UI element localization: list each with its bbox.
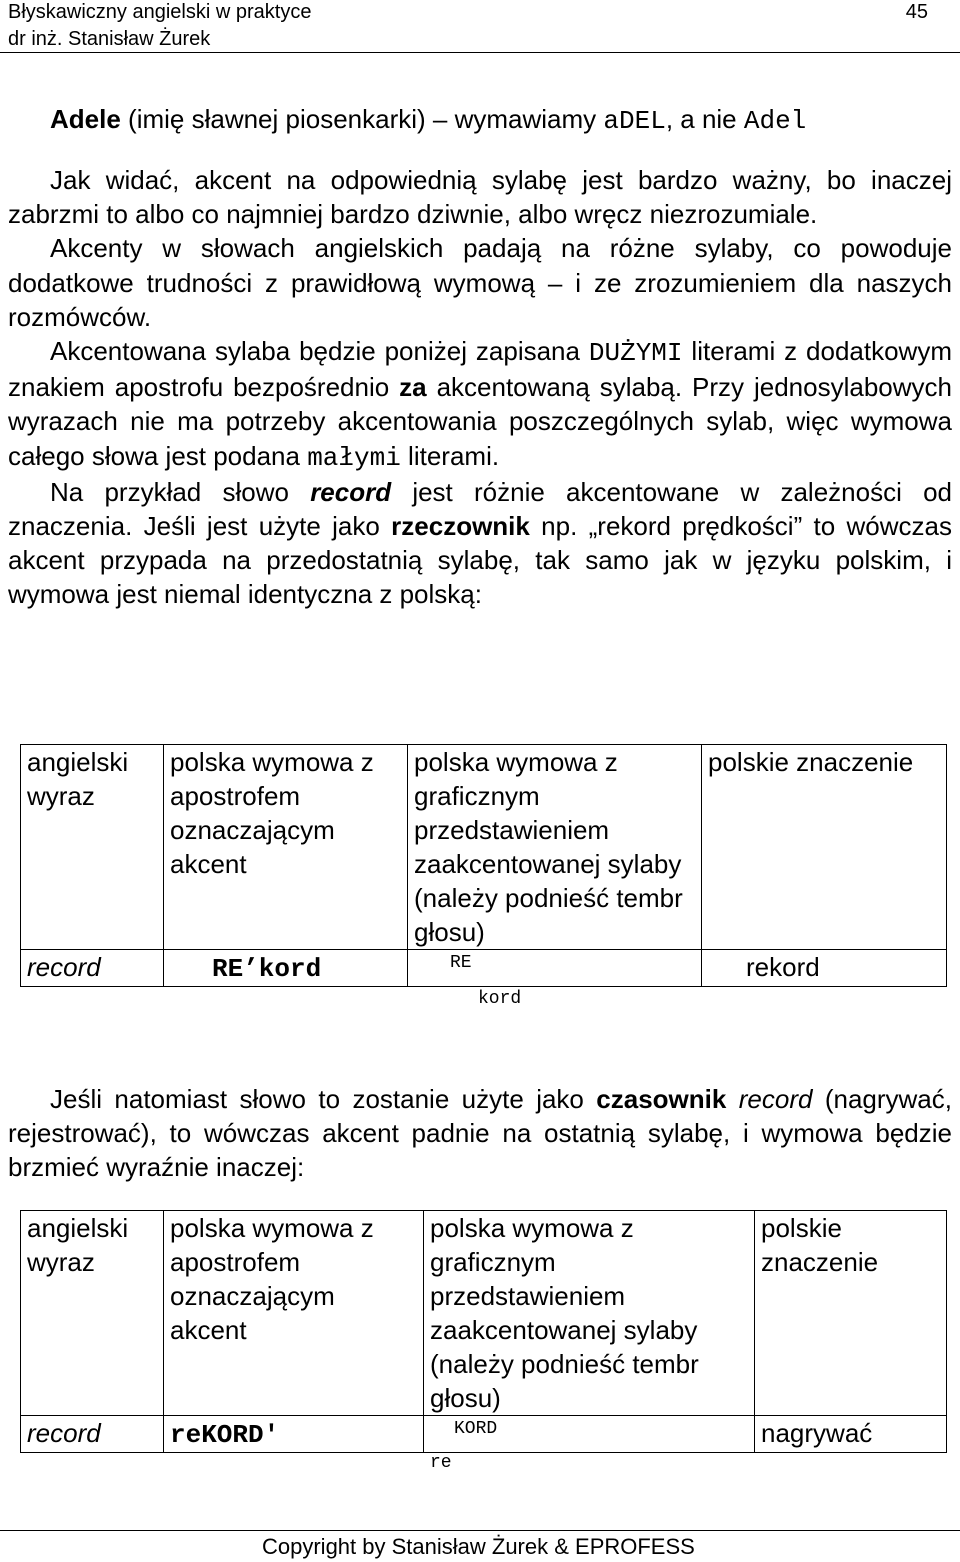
stressed-syllable: RE xyxy=(450,953,472,973)
intro-correct: aDEL xyxy=(603,106,666,136)
header-cell: angielski wyraz xyxy=(21,1211,164,1416)
stressed-syllable: KORD xyxy=(454,1419,498,1439)
p5-word: record xyxy=(738,1084,813,1114)
header-cell: angielski wyraz xyxy=(21,745,164,950)
table-row xyxy=(21,950,947,987)
p4-text-b: jest różnie akcentowane w zależności od znaczenia. Jeśli jest użyte jako xyxy=(8,476,952,542)
p4-text-c: np. „rekord prędkości” to wówczas akcent przypada na przedostatnią sylabę, tak samo jak w języku polskim, i wymowa jest niemal identyczna z polską: xyxy=(8,511,952,610)
paragraph-4 xyxy=(8,475,952,612)
p3-text-c: akcentowaną sylabą. Przy jednosylabowych wyrazach nie ma potrzeby akcentowania poszczególnych sylab, więc wymowa całego słowa jest podana xyxy=(8,372,952,471)
header-cell: polska wymowa z graficznym przedstawieniem zaakcentowanej sylaby (należy podnieść tembr głosu) xyxy=(424,1211,755,1416)
footer-copyright: Copyright by Stanisław Żurek & EPROFESS xyxy=(262,1534,695,1559)
paragraph-5 xyxy=(8,1082,952,1185)
p3-bold: za xyxy=(399,372,427,403)
word-cell: record xyxy=(27,952,101,982)
intro-line xyxy=(8,102,952,138)
word-cell: record xyxy=(27,1418,101,1448)
intro-wrong: Adel xyxy=(743,106,807,136)
paragraph-3 xyxy=(8,334,952,475)
footer-divider xyxy=(0,1530,960,1531)
book-title: Błyskawiczny angielski w praktyce xyxy=(8,1,312,23)
p3-text-b: literami z dodatkowym znakiem apostrofu bezpośrednio xyxy=(8,336,952,403)
header-cell: polskie znaczenie xyxy=(702,745,947,950)
unstressed-syllable: kord xyxy=(478,989,522,1009)
header-cell: polskie znaczenie xyxy=(755,1211,947,1416)
header-cell: polska wymowa z apostrofem oznaczającym akcent xyxy=(164,1211,424,1416)
p4-bold: rzeczownik xyxy=(391,511,530,542)
author: dr inż. Stanisław Żurek xyxy=(8,28,211,50)
header-cell: polska wymowa z graficznym przedstawieniem zaakcentowanej sylaby (należy podnieść tembr głosu) xyxy=(408,745,702,950)
table-row xyxy=(21,1211,947,1416)
paragraph-2: Akcenty w słowach angielskich padają na różne sylaby, co powoduje dodatkowe trudności z prawidłową wymową – i ze zrozumieniem dla naszych rozmówców. xyxy=(8,233,952,332)
p3-mono-lowercase: małymi xyxy=(307,442,401,473)
table-noun xyxy=(20,744,947,1009)
graphic-stress-cell xyxy=(408,950,702,1009)
pronunciation-cell: RE’kord xyxy=(212,954,322,984)
p4-word: record xyxy=(310,476,392,507)
body-text xyxy=(8,163,952,612)
p5-text-a: Jeśli natomiast słowo to zostanie użyte jako xyxy=(50,1084,597,1114)
intro-mid: , a nie xyxy=(665,104,744,134)
table-verb xyxy=(20,1210,947,1473)
header-divider xyxy=(0,52,960,53)
p3-mono-uppercase: DUŻYMI xyxy=(588,338,683,369)
p3-text-d: literami. xyxy=(400,440,500,471)
meaning-cell: rekord xyxy=(702,950,947,987)
unstressed-syllable: re xyxy=(430,1453,452,1473)
page-number: 45 xyxy=(905,1,928,23)
table-row xyxy=(21,745,947,950)
p4-text-a: Na przykład słowo xyxy=(50,476,311,507)
pronunciation-cell: reKORD' xyxy=(170,1420,280,1450)
intro-rest: (imię sławnej piosenkarki) – wymawiamy xyxy=(120,104,604,134)
body-text-2 xyxy=(8,1082,952,1185)
p3-text-a: Akcentowana sylaba będzie poniżej zapisana xyxy=(50,336,589,367)
table-row xyxy=(21,1416,947,1453)
graphic-stress-cell xyxy=(424,1416,755,1473)
p5-bold: czasownik xyxy=(596,1084,727,1114)
intro-word: Adele xyxy=(50,104,121,134)
header-cell: polska wymowa z apostrofem oznaczającym akcent xyxy=(164,745,408,950)
paragraph-1: Jak widać, akcent na odpowiednią sylabę jest bardzo ważny, bo inaczej zabrzmi to albo co najmniej bardzo dziwnie, albo wręcz niezrozumiale. xyxy=(8,165,952,230)
meaning-cell: nagrywać xyxy=(755,1416,947,1453)
p5-text-b: (nagrywać, rejestrować), to wówczas akcent padnie na ostatnią sylabę, i wymowa będzie brzmieć wyraźnie inaczej: xyxy=(8,1084,952,1183)
